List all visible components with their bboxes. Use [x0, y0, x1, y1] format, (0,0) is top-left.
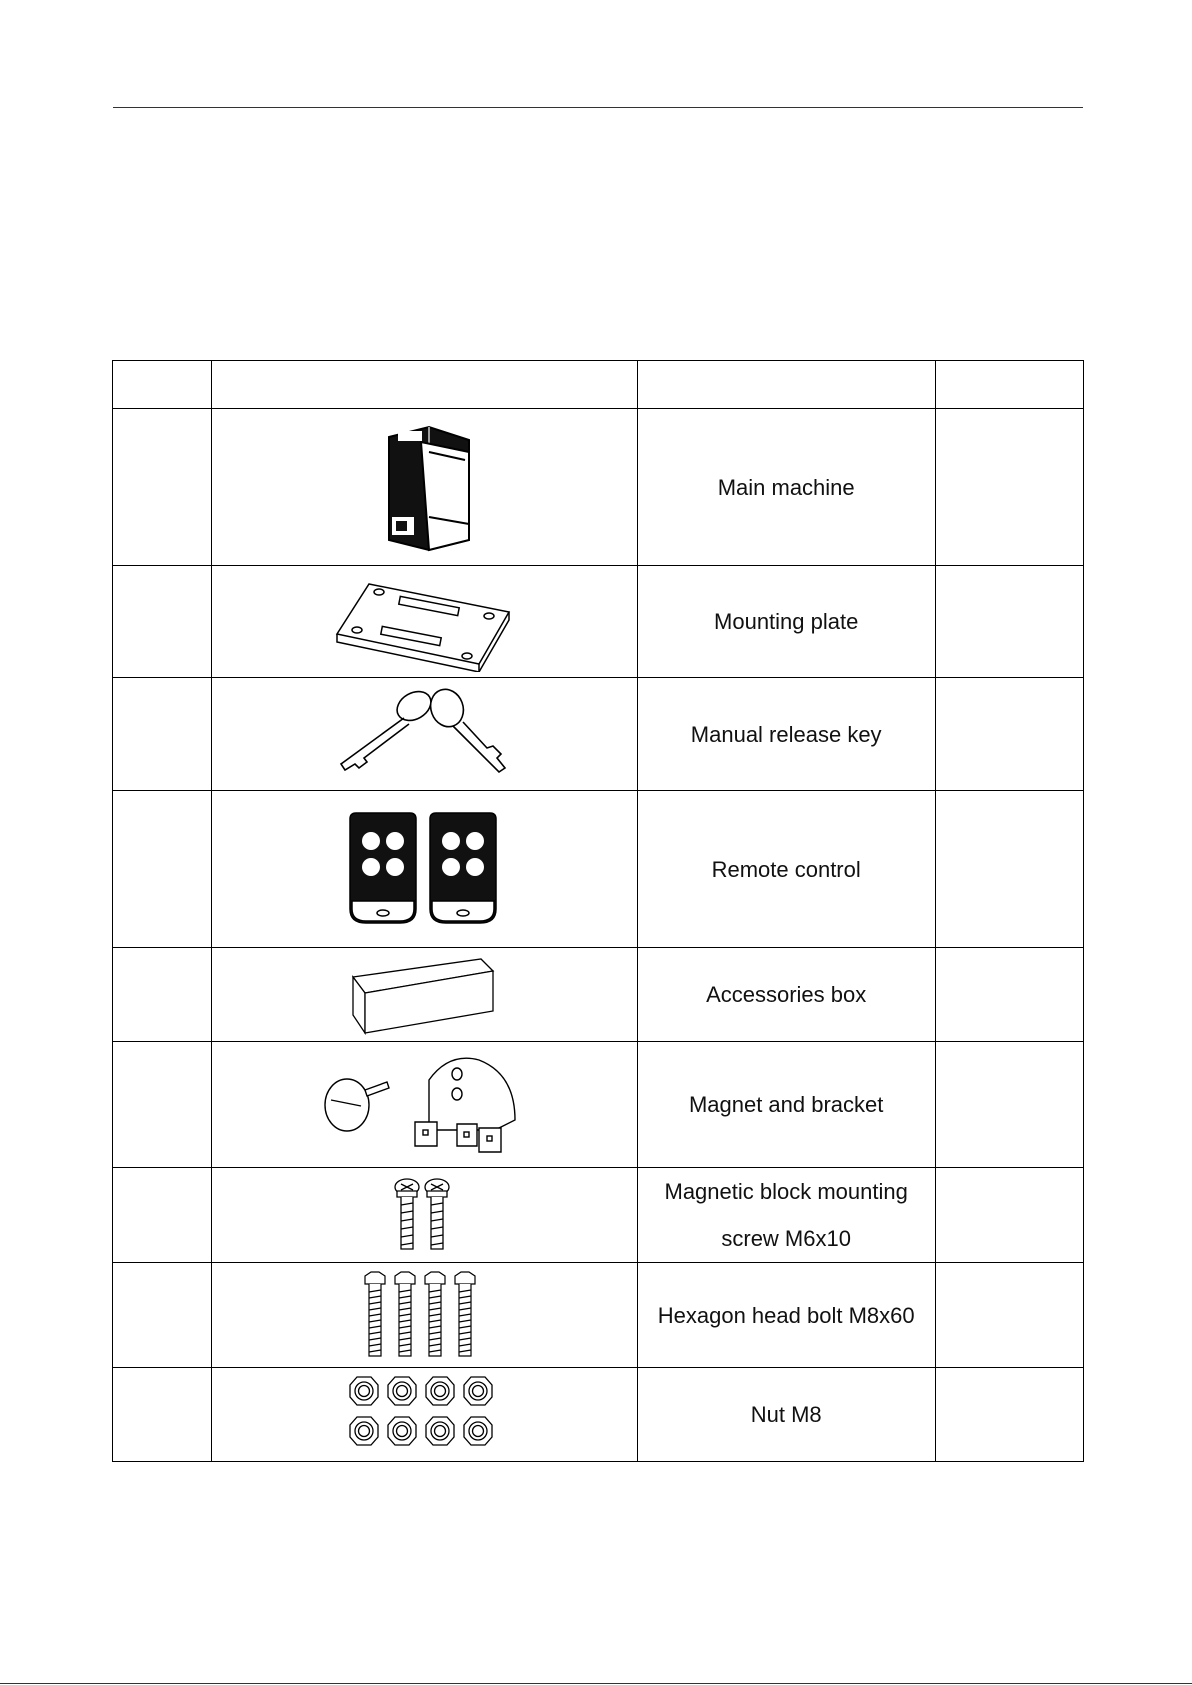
item-name-text: Magnetic block mounting screw M6x10: [664, 1179, 908, 1251]
cell-name: [637, 1168, 935, 1263]
cell-no: [113, 409, 212, 566]
keys-icon: [329, 684, 519, 784]
table-row: [113, 1263, 1084, 1368]
cell-quantity: [935, 1263, 1083, 1368]
table-row: [113, 1168, 1084, 1263]
cell-picture: [212, 948, 637, 1042]
table-row: [113, 1368, 1084, 1462]
footer-rule: [0, 1683, 1192, 1684]
cell-no: [113, 1042, 212, 1168]
cell-name: Manual release key: [637, 678, 935, 791]
cell-no: [113, 1368, 212, 1462]
cell-name: Nut M8: [637, 1368, 935, 1462]
table-row: [113, 678, 1084, 791]
header-cell-name: [637, 361, 935, 409]
table-row: [113, 948, 1084, 1042]
cell-quantity: [935, 1168, 1083, 1263]
cell-quantity: [935, 791, 1083, 948]
table-row: [113, 1042, 1084, 1168]
cell-quantity: [935, 678, 1083, 791]
cell-picture: [212, 1042, 637, 1168]
table-row: [113, 409, 1084, 566]
cell-name: Remote control: [637, 791, 935, 948]
table-header-row: [113, 361, 1084, 409]
cell-picture: [212, 1368, 637, 1462]
cell-picture: [212, 566, 637, 678]
cell-no: [113, 678, 212, 791]
cell-quantity: [935, 948, 1083, 1042]
gate-motor-icon: [369, 422, 479, 552]
table-row: [113, 791, 1084, 948]
magnet-bracket-icon: [319, 1050, 529, 1160]
cell-quantity: [935, 566, 1083, 678]
cell-no: [113, 566, 212, 678]
cell-name: Magnet and bracket: [637, 1042, 935, 1168]
cell-picture: [212, 1168, 637, 1263]
mounting-plate-icon: [329, 572, 519, 672]
cell-picture: [212, 1263, 637, 1368]
cell-no: [113, 1263, 212, 1368]
header-rule: [113, 107, 1083, 108]
cell-name: Main machine: [637, 409, 935, 566]
cell-quantity: [935, 409, 1083, 566]
header-cell-quantity: [935, 361, 1083, 409]
cell-no: [113, 791, 212, 948]
header-cell-no: [113, 361, 212, 409]
cell-quantity: [935, 1368, 1083, 1462]
cell-name: Mounting plate: [637, 566, 935, 678]
screw-icon: [389, 1175, 459, 1255]
remote-control-icon: [344, 809, 504, 929]
parts-list-table: [112, 360, 1084, 1462]
cell-picture: [212, 409, 637, 566]
hex-bolt-icon: [359, 1270, 489, 1360]
cell-picture: [212, 791, 637, 948]
cell-name: Accessories box: [637, 948, 935, 1042]
cell-no: [113, 948, 212, 1042]
table-row: [113, 566, 1084, 678]
box-icon: [349, 953, 499, 1037]
cell-picture: [212, 678, 637, 791]
cell-name: Hexagon head bolt M8x60: [637, 1263, 935, 1368]
header-cell-picture: [212, 361, 637, 409]
nut-icon: [344, 1375, 504, 1455]
cell-quantity: [935, 1042, 1083, 1168]
cell-no: [113, 1168, 212, 1263]
